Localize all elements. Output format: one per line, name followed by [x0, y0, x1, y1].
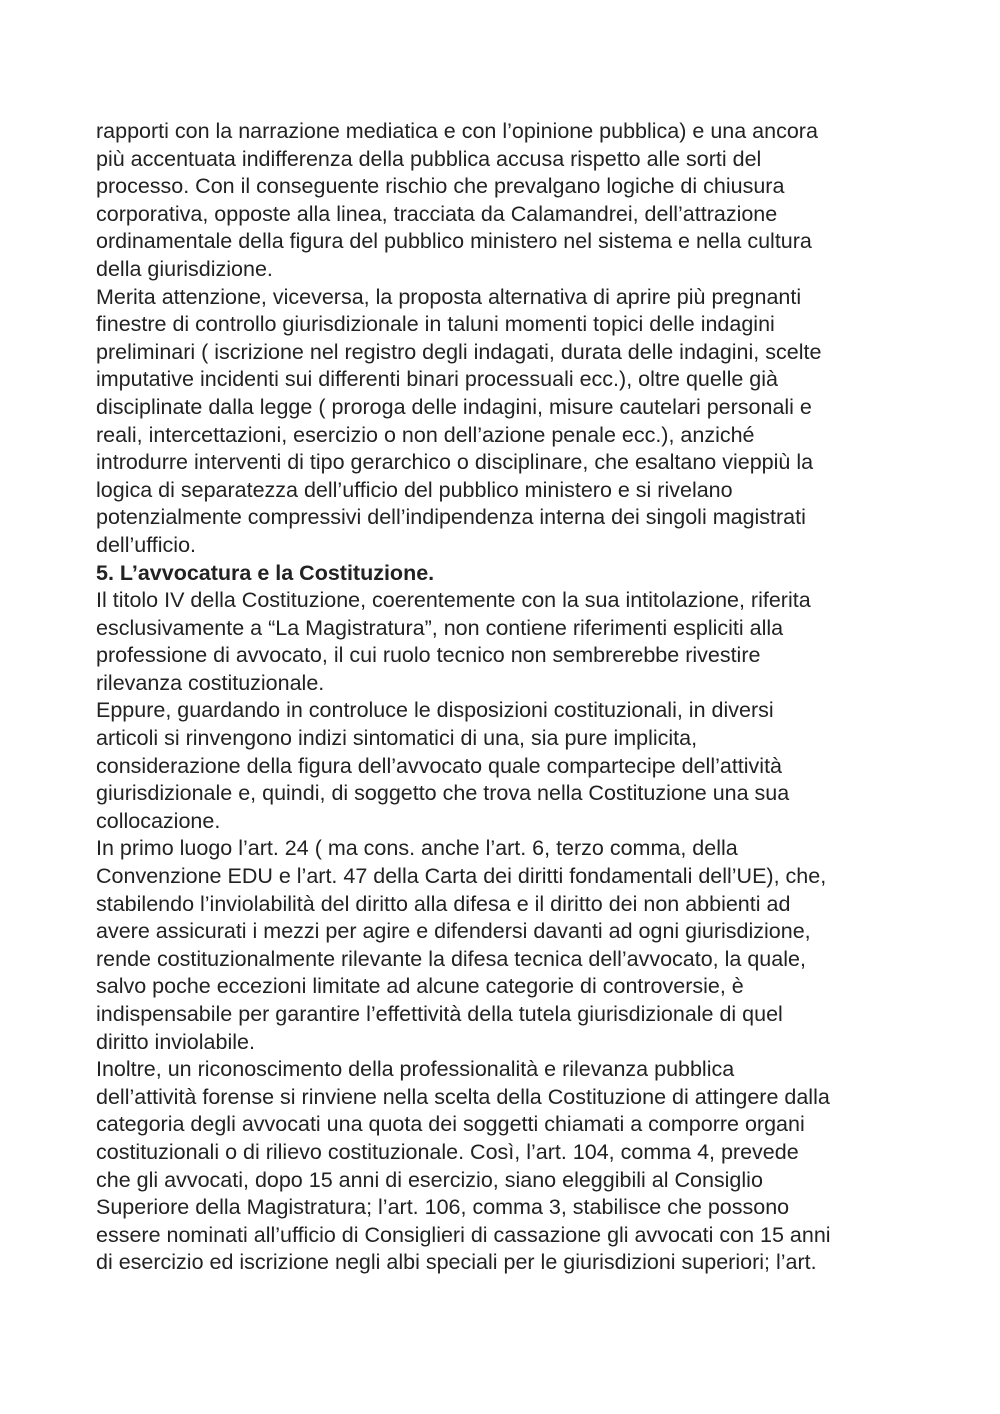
text-line: Convenzione EDU e l’art. 47 della Carta dei diritti fondamentali dell’UE), che,	[96, 864, 827, 889]
text-line: preliminari ( iscrizione nel registro degli indagati, durata delle indagini, scelte	[96, 339, 822, 364]
text-line: logica di separatezza dell’ufficio del pubblico ministero e si rivelano	[96, 477, 733, 502]
text-line: corporativa, opposte alla linea, tracciata da Calamandrei, dell’attrazione	[96, 201, 778, 226]
text-line: della giurisdizione.	[96, 256, 273, 281]
text-line: Superiore della Magistratura; l’art. 106, comma 3, stabilisce che possono	[96, 1195, 790, 1220]
text-line: esclusivamente a “La Magistratura”, non contiene riferimenti espliciti alla	[96, 615, 784, 640]
text-line: più accentuata indifferenza della pubblica accusa rispetto alle sorti del	[96, 146, 762, 171]
text-line: di esercizio ed iscrizione negli albi speciali per le giurisdizioni superiori; l’art.	[96, 1250, 817, 1275]
text-line: Eppure, guardando in controluce le disposizioni costituzionali, in diversi	[96, 698, 774, 723]
text-line: articoli si rinvengono indizi sintomatici di una, sia pure implicita,	[96, 726, 698, 751]
text-line: imputative incidenti sui differenti binari processuali ecc.), oltre quelle già	[96, 367, 778, 392]
text-line: disciplinate dalla legge ( proroga delle indagini, misure cautelari personali e	[96, 394, 812, 419]
text-line: Il titolo IV della Costituzione, coerentemente con la sua intitolazione, riferita	[96, 588, 811, 613]
text-line: categoria degli avvocati una quota dei soggetti chiamati a comporre organi	[96, 1112, 805, 1137]
section-heading: 5. L’avvocatura e la Costituzione.	[96, 560, 435, 585]
text-line: processo. Con il conseguente rischio che prevalgano logiche di chiusura	[96, 174, 785, 199]
text-line: salvo poche eccezioni limitate ad alcune categorie di controversie, è	[96, 974, 744, 999]
text-line: collocazione.	[96, 808, 221, 833]
text-line: considerazione della figura dell’avvocato quale compartecipe dell’attività	[96, 753, 783, 778]
text-line: In primo luogo l’art. 24 ( ma cons. anche l’art. 6, terzo comma, della	[96, 836, 738, 861]
text-line: diritto inviolabile.	[96, 1029, 255, 1054]
text-line: reali, intercettazioni, esercizio o non dell’azione penale ecc.), anziché	[96, 422, 755, 447]
text-line: ordinamentale della figura del pubblico ministero nel sistema e nella cultura	[96, 229, 812, 254]
text-line: dell’ufficio.	[96, 532, 196, 557]
text-line: Inoltre, un riconoscimento della professionalità e rilevanza pubblica	[96, 1057, 735, 1082]
text-line: rende costituzionalmente rilevante la difesa tecnica dell’avvocato, la quale,	[96, 946, 806, 971]
text-line: professione di avvocato, il cui ruolo tecnico non sembrerebbe rivestire	[96, 643, 761, 668]
text-line: indispensabile per garantire l’effettività della tutela giurisdizionale di quel	[96, 1002, 783, 1026]
text-line: stabilendo l’inviolabilità del diritto alla difesa e il diritto dei non abbienti ad	[96, 891, 791, 916]
text-line: rapporti con la narrazione mediatica e con l’opinione pubblica) e una ancora	[96, 119, 818, 143]
text-line: rilevanza costituzionale.	[96, 670, 325, 695]
text-line: finestre di controllo giurisdizionale in taluni momenti topici delle indagini	[96, 312, 775, 337]
text-line: Merita attenzione, viceversa, la proposta alternativa di aprire più pregnanti	[96, 284, 802, 309]
text-line: giurisdizionale e, quindi, di soggetto che trova nella Costituzione una sua	[96, 781, 790, 806]
text-line: avere assicurati i mezzi per agire e difendersi davanti ad ogni giurisdizione,	[96, 919, 811, 944]
text-line: costituzionali o di rilievo costituzionale. Così, l’art. 104, comma 4, prevede	[96, 1139, 799, 1164]
text-line: dell’attività forense si rinviene nella scelta della Costituzione di attingere dalla	[96, 1084, 830, 1109]
text-line: essere nominati all’ufficio di Consiglieri di cassazione gli avvocati con 15 anni	[96, 1222, 831, 1247]
text-line: introdurre interventi di tipo gerarchico o disciplinare, che esaltano vieppiù la	[96, 450, 814, 475]
text-line: potenzialmente compressivi dell’indipendenza interna dei singoli magistrati	[96, 505, 806, 530]
body-text	[96, 118, 916, 1277]
text-line: che gli avvocati, dopo 15 anni di esercizio, siano eleggibili al Consiglio	[96, 1167, 763, 1192]
